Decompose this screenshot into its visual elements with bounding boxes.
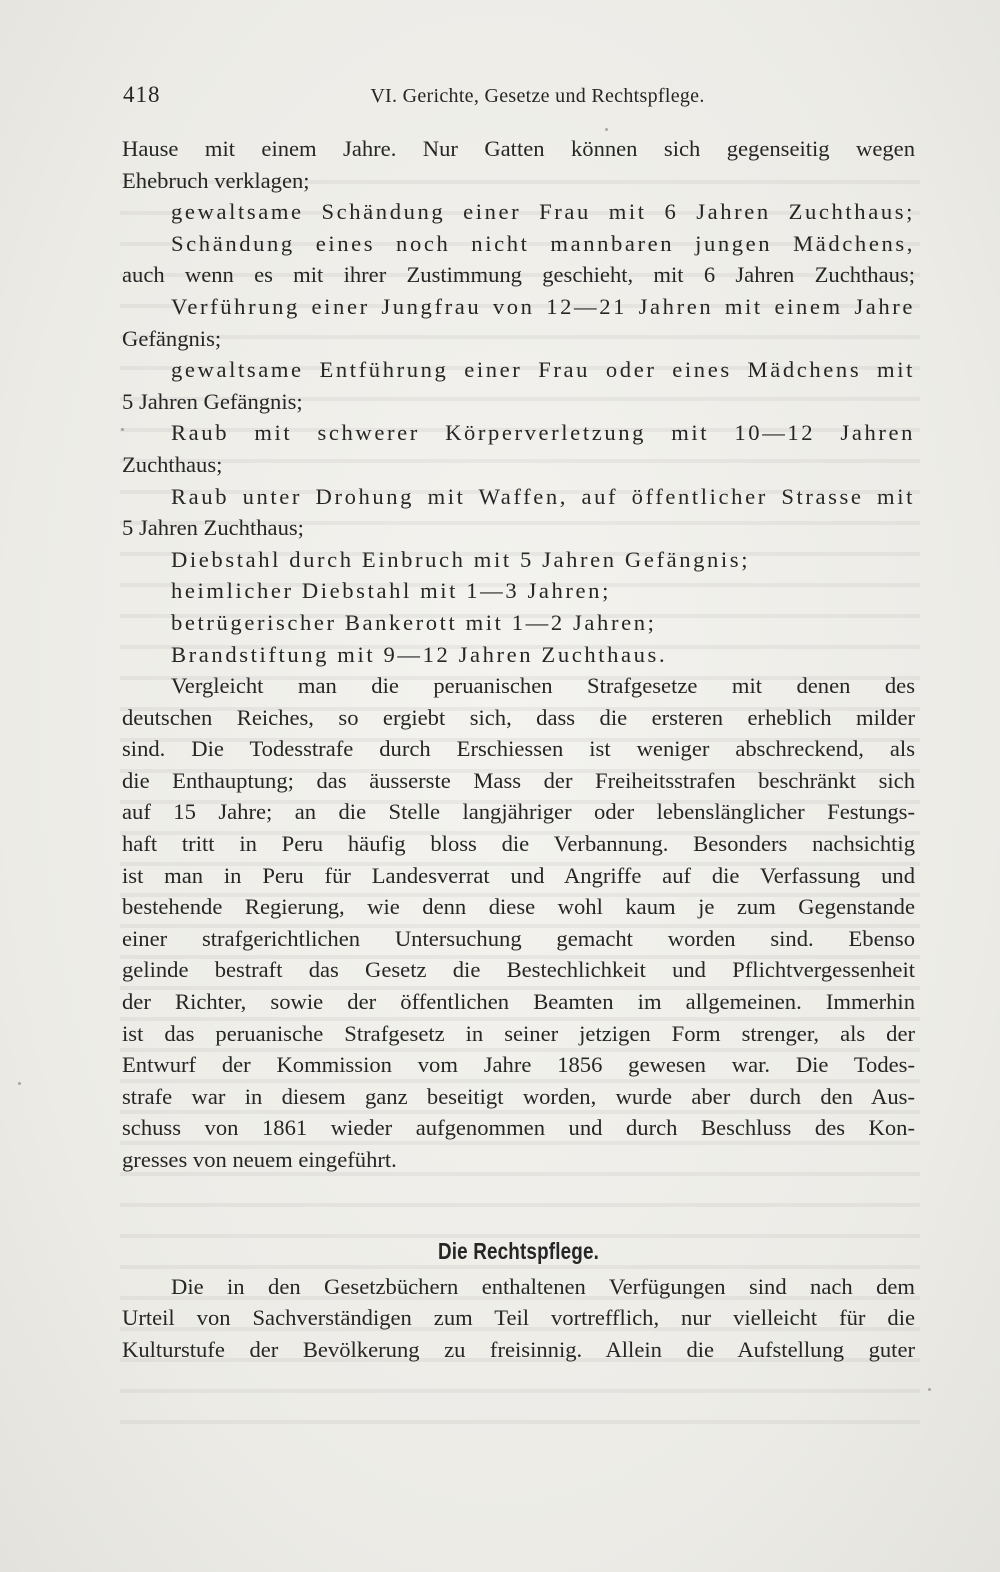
text-line: gewaltsame Entführung einer Frau oder eines Mädchens mit (171, 357, 915, 383)
text-line: gewaltsame Schändung einer Frau mit 6 Jahren Zuchthaus; (171, 199, 915, 225)
text-line: einer strafgerichtlichen Untersuchung gemacht worden sind. Ebenso (122, 925, 915, 951)
text-line: Raub unter Drohung mit Waffen, auf öffentlicher Strasse mit (171, 483, 915, 509)
section-spacer (122, 1176, 915, 1231)
text-line: gelinde bestraft das Gesetz die Bestechlichkeit und Pflichtvergessenheit (122, 957, 915, 983)
text-line: Schändung eines noch nicht mannbaren jungen Mädchens, (171, 230, 915, 256)
text-line: Brandstiftung mit 9—12 Jahren Zuchthaus. (171, 641, 668, 667)
text-line: schuss von 1861 wieder aufgenommen und durch Beschluss des Kon- (122, 1115, 915, 1141)
text-line: Raub mit schwerer Körperverletzung mit 10—12 Jahren (171, 420, 915, 446)
body-text (122, 133, 915, 1365)
text-line: betrügerischer Bankerott mit 1—2 Jahren; (171, 609, 657, 635)
page-header (123, 82, 912, 116)
text-line: Gefängnis; (122, 325, 222, 351)
text-line: 5 Jahren Gefängnis; (122, 388, 303, 414)
paper-speck (605, 128, 608, 131)
text-line: Vergleicht man die peruanischen Strafgesetze mit denen des (171, 673, 915, 699)
text-line: Entwurf der Kommission vom Jahre 1856 gewesen war. Die Todes- (122, 1052, 915, 1078)
text-line: die Enthauptung; das äusserste Mass der Freiheitsstrafen beschränkt sich (122, 767, 915, 793)
text-line: Zuchthaus; (122, 451, 223, 477)
paper-speck (18, 1082, 21, 1085)
text-line: Diebstahl durch Einbruch mit 5 Jahren Gefängnis; (171, 546, 751, 572)
text-line: Kulturstufe der Bevölkerung zu freisinnig. Allein die Aufstellung guter (122, 1336, 915, 1362)
text-line: heimlicher Diebstahl mit 1—3 Jahren; (171, 578, 611, 604)
text-line: haft tritt in Peru häufig bloss die Verbannung. Besonders nachsichtig (122, 831, 915, 857)
text-line: Verführung einer Jungfrau von 12—21 Jahren mit einem Jahre (171, 293, 915, 319)
text-line: strafe war in diesem ganz beseitigt worden, wurde aber durch den Aus- (122, 1083, 915, 1109)
running-head: VI. Gerichte, Gesetze und Rechtspflege. (370, 85, 705, 107)
text-line: auf 15 Jahre; an die Stelle langjähriger oder lebenslänglicher Festungs- (122, 799, 915, 825)
text-line: auch wenn es mit ihrer Zustimmung geschieht, mit 6 Jahren Zuchthaus; (122, 262, 915, 288)
text-line: ist das peruanische Strafgesetz in seiner jetzigen Form strenger, als der (122, 1020, 915, 1046)
text-line: gresses von neuem eingeführt. (122, 1147, 397, 1172)
section-heading: Die Rechtspflege. (437, 1237, 600, 1264)
page-number: 418 (123, 82, 161, 107)
text-line: Ehebruch verklagen; (122, 167, 310, 193)
text-line: Urteil von Sachverständigen zum Teil vortrefflich, nur vielleicht für die (122, 1305, 915, 1331)
paper-speck (928, 1388, 931, 1391)
text-line: der Richter, sowie der öffentlichen Beamten im allgemeinen. Immerhin (122, 989, 915, 1015)
text-line: Hause mit einem Jahre. Nur Gatten können sich gegenseitig wegen (122, 136, 915, 161)
text-line: deutschen Reiches, so ergiebt sich, dass die ersteren erheblich milder (122, 704, 915, 730)
text-line: sind. Die Todesstrafe durch Erschiessen ist weniger abschreckend, als (122, 736, 915, 762)
text-line: 5 Jahren Zuchthaus; (122, 515, 304, 541)
text-line: bestehende Regierung, wie denn diese wohl kaum je zum Gegenstande (122, 894, 915, 920)
text-line: ist man in Peru für Landesverrat und Angriffe auf die Verfassung und (122, 862, 915, 888)
text-line: Die in den Gesetzbüchern enthaltenen Verfügungen sind nach dem (171, 1273, 915, 1299)
